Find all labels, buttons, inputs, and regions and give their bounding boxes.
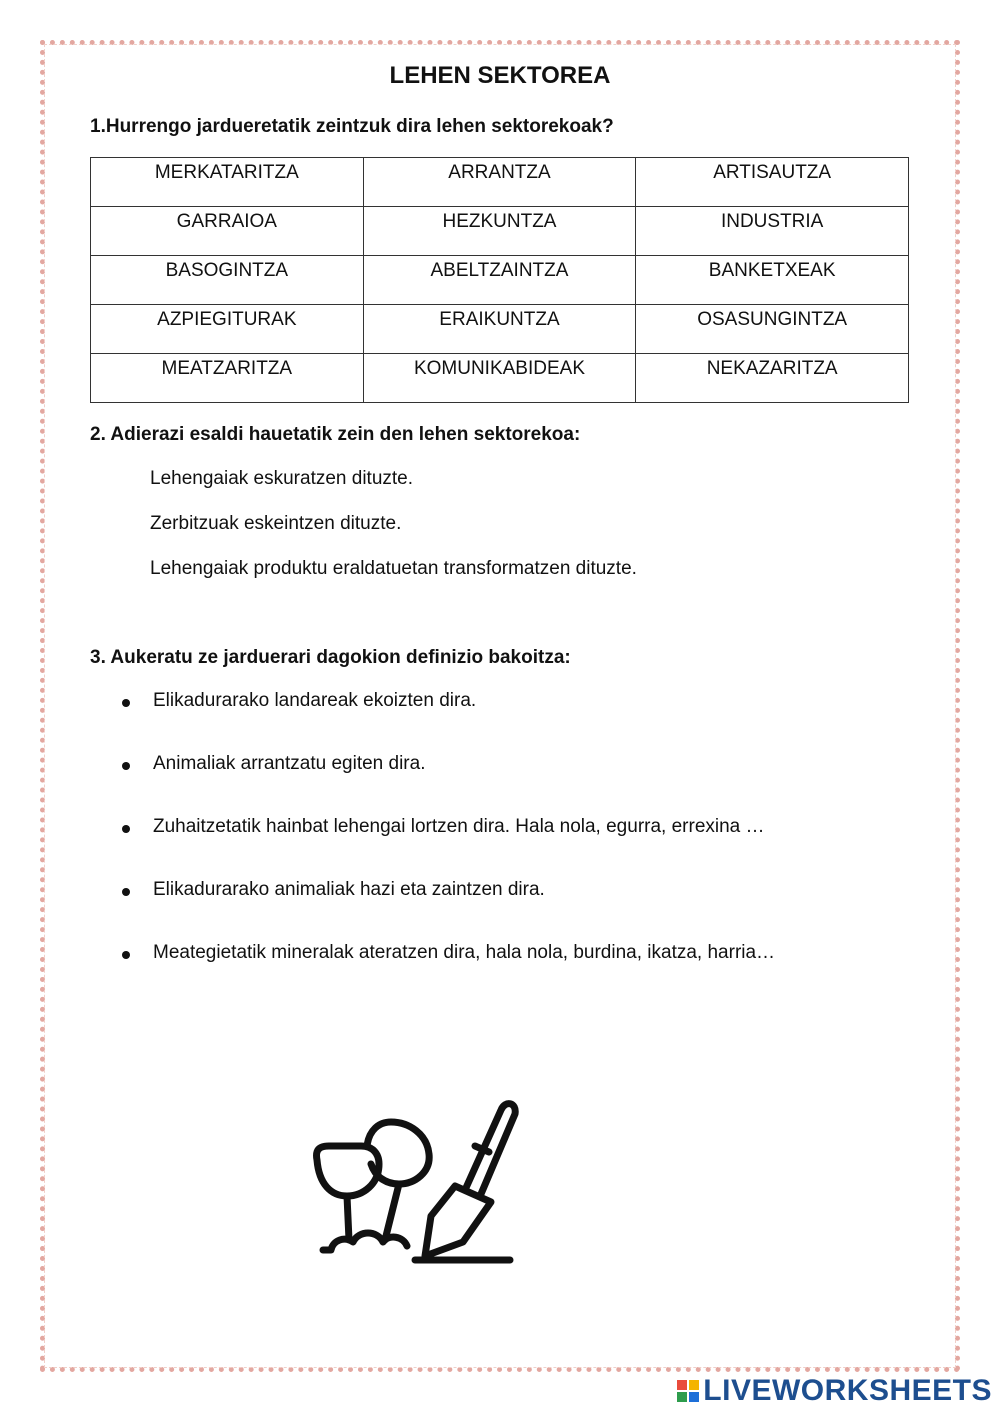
bullet-icon: [122, 825, 130, 833]
question-3-prompt: 3. Aukeratu ze jarduerari dagokion definizio bakoitza:: [90, 647, 571, 668]
activities-table: [90, 157, 909, 403]
bullet-icon: [122, 762, 130, 770]
table-cell[interactable]: MEATZARITZA: [91, 354, 364, 403]
bullet-icon: [122, 951, 130, 959]
definition-text: Zuhaitzetatik hainbat lehengai lortzen dira. Hala nola, egurra, errexina …: [153, 816, 765, 837]
definition-list: [120, 690, 775, 1005]
sentence-option[interactable]: Lehengaiak eskuratzen dituzte.: [150, 468, 414, 489]
table-row: [91, 158, 909, 207]
sentence-option[interactable]: Lehengaiak produktu eraldatuetan transformatzen dituzte.: [150, 558, 637, 579]
table-cell[interactable]: MERKATARITZA: [91, 158, 364, 207]
table-cell[interactable]: KOMUNIKABIDEAK: [363, 354, 636, 403]
table-cell[interactable]: ARTISAUTZA: [636, 158, 909, 207]
table-cell[interactable]: BASOGINTZA: [91, 256, 364, 305]
table-cell[interactable]: NEKAZARITZA: [636, 354, 909, 403]
table-cell[interactable]: GARRAIOA: [91, 207, 364, 256]
page-title: LEHEN SEKTOREA: [389, 62, 611, 89]
table-cell[interactable]: AZPIEGITURAK: [91, 305, 364, 354]
table-row: [91, 256, 909, 305]
list-item: [120, 690, 775, 753]
table-cell[interactable]: INDUSTRIA: [636, 207, 909, 256]
sentence-option[interactable]: Zerbitzuak eskeintzen dituzte.: [150, 513, 402, 534]
question-2-prompt: 2. Adierazi esaldi hauetatik zein den lehen sektorekoa:: [90, 424, 581, 445]
table-row: [91, 207, 909, 256]
bullet-icon: [122, 888, 130, 896]
list-item: [120, 879, 775, 942]
table-cell[interactable]: HEZKUNTZA: [363, 207, 636, 256]
bullet-icon: [122, 699, 130, 707]
liveworksheets-wordmark: LIVEWORKSHEETS: [703, 1374, 992, 1407]
list-item: [120, 816, 775, 879]
table-cell[interactable]: ABELTZAINTZA: [363, 256, 636, 305]
definition-text: Meategietatik mineralak ateratzen dira, hala nola, burdina, ikatza, harria…: [153, 942, 776, 963]
question-1-prompt: 1.Hurrengo jardueretatik zeintzuk dira lehen sektorekoak?: [90, 116, 614, 137]
liveworksheets-logo: [677, 1374, 992, 1408]
list-item: [120, 942, 775, 1005]
list-item: [120, 753, 775, 816]
definition-text: Elikadurarako landareak ekoizten dira.: [153, 690, 477, 711]
table-cell[interactable]: ARRANTZA: [363, 158, 636, 207]
table-cell[interactable]: OSASUNGINTZA: [636, 305, 909, 354]
table-cell[interactable]: ERAIKUNTZA: [363, 305, 636, 354]
liveworksheets-mark-icon: [677, 1380, 699, 1402]
table-row: [91, 354, 909, 403]
plant-trowel-icon: [305, 1090, 525, 1270]
definition-text: Elikadurarako animaliak hazi eta zaintzen dira.: [153, 879, 545, 900]
definition-text: Animaliak arrantzatu egiten dira.: [153, 753, 426, 774]
table-cell[interactable]: BANKETXEAK: [636, 256, 909, 305]
table-row: [91, 305, 909, 354]
